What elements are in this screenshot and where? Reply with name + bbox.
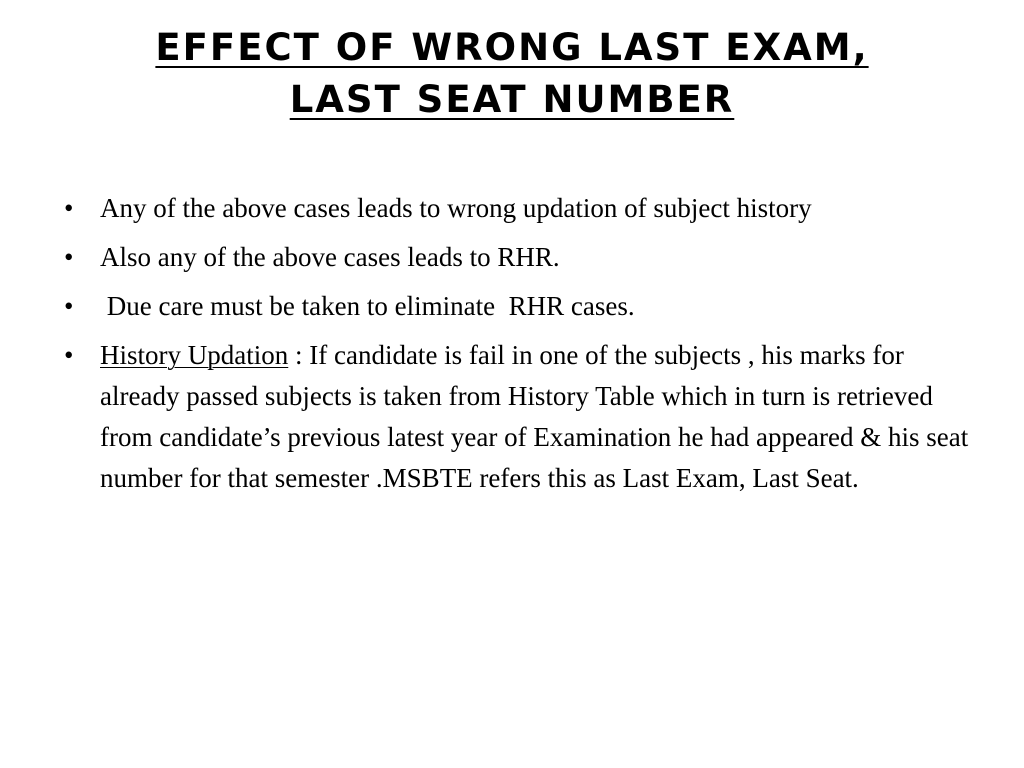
bullet-term-history-updation: History Updation	[100, 340, 289, 370]
bullet-icon: •	[64, 193, 74, 223]
bullet-item-1	[60, 188, 970, 229]
bullet-item-2	[60, 237, 970, 278]
title-line-2: LAST SEAT NUMBER	[289, 78, 735, 121]
bullet-text: Also any of the above cases leads to RHR.	[100, 242, 560, 272]
title-line-1: EFFECT OF WRONG LAST EXAM,	[155, 26, 869, 69]
bullet-item-3	[60, 286, 970, 327]
bullet-text: Due care must be taken to eliminate RHR cases.	[100, 291, 635, 321]
bullet-icon: •	[64, 340, 74, 370]
bullet-text: Any of the above cases leads to wrong updation of subject history	[100, 193, 812, 223]
bullet-text: : If candidate is fail in one of the subjects , his marks for already passed subjects is taken from History Table which in turn is retrieved from candidate’s previous latest year of Examination he had appeared & his seat number for that semester .MSBTE refers this as Last Exam, Last Seat.	[100, 340, 969, 493]
bullet-icon: •	[64, 242, 74, 272]
bullet-item-4	[60, 335, 970, 499]
slide-title	[60, 22, 964, 126]
bullet-icon: •	[64, 291, 74, 321]
bullet-list	[60, 188, 970, 507]
